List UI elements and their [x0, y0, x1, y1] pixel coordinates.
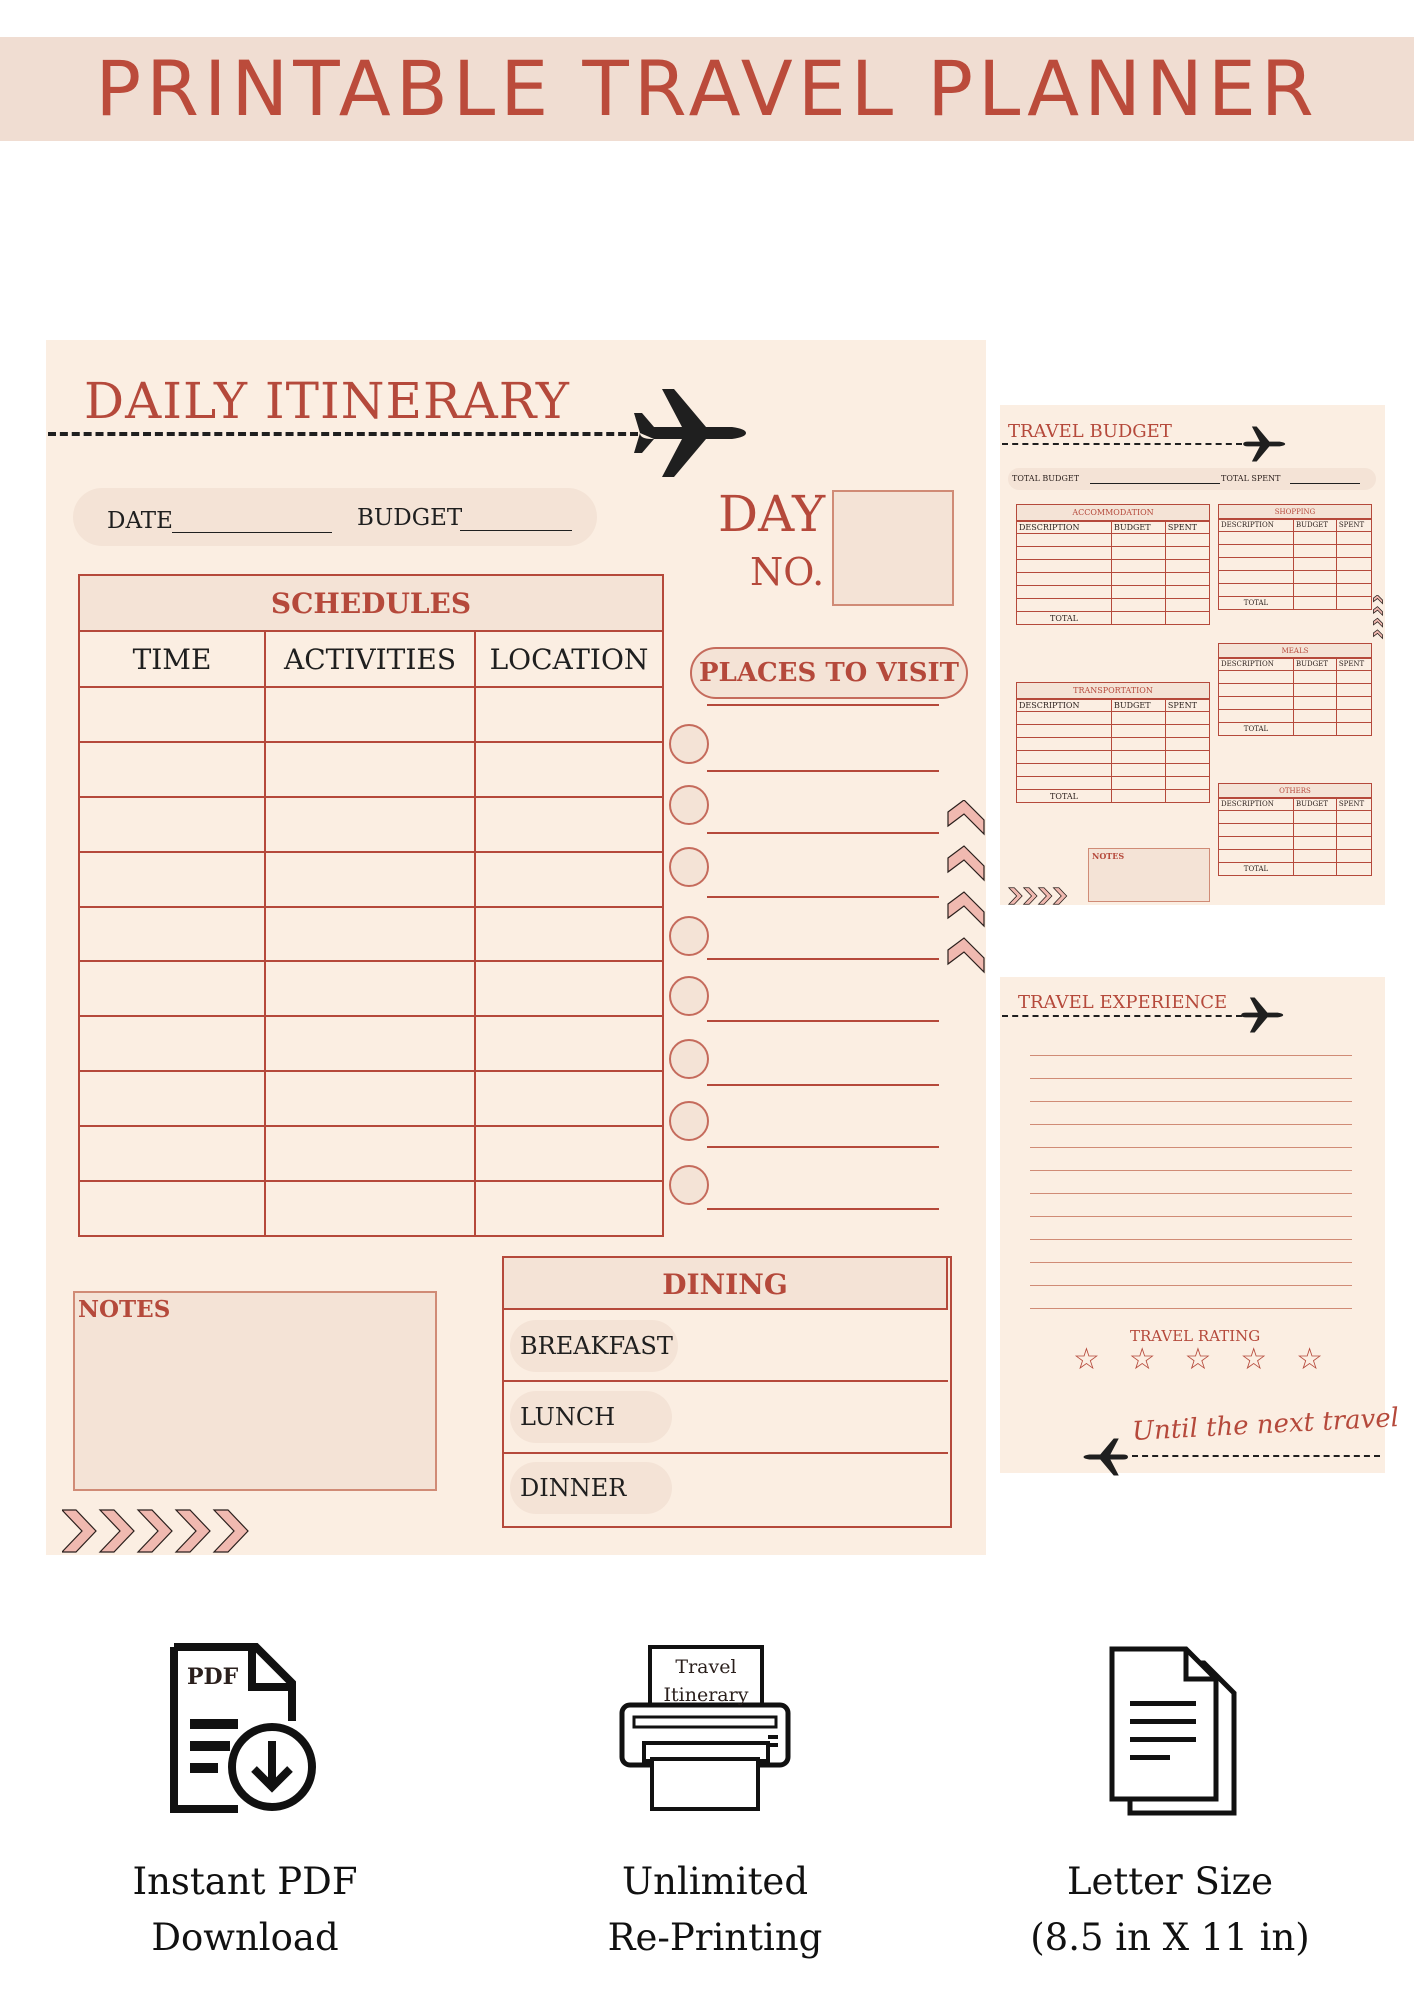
star-icon[interactable]: ☆ — [1296, 1342, 1323, 1377]
time-cell[interactable] — [79, 687, 265, 742]
place-checkbox[interactable] — [669, 1039, 709, 1079]
time-cell[interactable] — [79, 1071, 265, 1126]
total-budget-field[interactable] — [1090, 483, 1220, 484]
budget-header: BUDGET — [1294, 798, 1337, 811]
day-number-box[interactable] — [832, 490, 954, 606]
activity-cell[interactable] — [265, 1071, 475, 1126]
star-icon[interactable]: ☆ — [1073, 1342, 1100, 1377]
location-cell[interactable] — [475, 742, 663, 797]
place-line[interactable] — [707, 1084, 939, 1086]
lunch-label: LUNCH — [510, 1391, 672, 1443]
time-cell[interactable] — [79, 1016, 265, 1071]
chevron-decoration-icon — [946, 800, 986, 990]
feature-size-caption — [1010, 1854, 1330, 1966]
place-line[interactable] — [707, 832, 939, 834]
location-cell[interactable] — [475, 797, 663, 852]
experience-line[interactable] — [1030, 1216, 1352, 1217]
printer-paper-line: Travel — [675, 1656, 737, 1678]
total-spent-label: TOTAL SPENT — [1221, 474, 1281, 483]
column-header-location: LOCATION — [475, 631, 663, 687]
experience-line[interactable] — [1030, 1055, 1352, 1056]
experience-line[interactable] — [1030, 1101, 1352, 1102]
feature-line: Instant PDF — [132, 1860, 358, 1903]
time-cell[interactable] — [79, 907, 265, 962]
star-icon[interactable]: ☆ — [1184, 1342, 1212, 1377]
place-checkbox[interactable] — [669, 976, 709, 1016]
chevron-decoration-icon — [1370, 595, 1386, 643]
place-line[interactable] — [707, 1146, 939, 1148]
place-line[interactable] — [707, 958, 939, 960]
table-row — [79, 1071, 663, 1126]
notes-label: NOTES — [78, 1296, 171, 1323]
place-line[interactable] — [707, 1020, 939, 1022]
budget-header: BUDGET — [1112, 699, 1166, 712]
experience-line[interactable] — [1030, 1262, 1352, 1263]
total-spent-field[interactable] — [1290, 483, 1360, 484]
star-icon[interactable]: ☆ — [1128, 1342, 1156, 1377]
place-checkbox[interactable] — [669, 1101, 709, 1141]
column-header-time: TIME — [79, 631, 265, 687]
document-icon — [1108, 1645, 1242, 1817]
place-line — [707, 704, 939, 706]
table-row — [79, 1181, 663, 1236]
chevron-decoration-icon — [1006, 887, 1086, 905]
itinerary-title: DAILY ITINERARY — [84, 372, 570, 430]
location-cell[interactable] — [475, 1016, 663, 1071]
dashed-flight-path — [1132, 1455, 1380, 1457]
accommodation-table — [1016, 520, 1210, 625]
dining-caption: DINING — [502, 1256, 948, 1310]
location-cell[interactable] — [475, 1071, 663, 1126]
day-label: DAY — [718, 485, 826, 543]
experience-line[interactable] — [1030, 1170, 1352, 1171]
star-icon[interactable]: ☆ — [1240, 1342, 1268, 1377]
feature-line: (8.5 in X 11 in) — [1030, 1916, 1310, 1959]
travel-rating-label: TRAVEL RATING — [1130, 1327, 1261, 1345]
schedules-caption: SCHEDULES — [79, 575, 663, 631]
description-header: DESCRIPTION — [1017, 699, 1112, 712]
activity-cell[interactable] — [265, 852, 475, 907]
spent-header: SPENT — [1165, 521, 1209, 534]
dining-row-divider — [502, 1380, 948, 1382]
budget-label: BUDGET — [357, 505, 463, 531]
experience-page-title: TRAVEL EXPERIENCE — [1018, 992, 1228, 1013]
meals-table — [1218, 657, 1372, 736]
total-label: TOTAL — [1219, 863, 1294, 876]
place-line[interactable] — [707, 1208, 939, 1210]
date-label: DATE — [107, 508, 173, 534]
spent-header: SPENT — [1336, 798, 1371, 811]
place-checkbox[interactable] — [669, 1165, 709, 1205]
activity-cell[interactable] — [265, 797, 475, 852]
printer-paper-text — [660, 1653, 752, 1709]
experience-line[interactable] — [1030, 1285, 1352, 1286]
activity-cell[interactable] — [265, 742, 475, 797]
table-row — [79, 1126, 663, 1181]
feature-line: Re-Printing — [607, 1916, 823, 1959]
breakfast-label: BREAKFAST — [510, 1320, 678, 1372]
table-row — [79, 1016, 663, 1071]
table-row — [79, 852, 663, 907]
feature-pdf-caption — [90, 1854, 400, 1966]
time-cell[interactable] — [79, 852, 265, 907]
total-label: TOTAL — [1017, 790, 1112, 803]
dining-row-divider — [502, 1452, 948, 1454]
description-header: DESCRIPTION — [1219, 798, 1294, 811]
table-row — [79, 687, 663, 742]
places-to-visit-label: PLACES TO VISIT — [690, 647, 968, 699]
column-header-activities: ACTIVITIES — [265, 631, 475, 687]
budget-header: BUDGET — [1294, 658, 1337, 671]
dinner-label: DINNER — [510, 1462, 672, 1514]
location-cell[interactable] — [475, 1181, 663, 1236]
table-row — [79, 742, 663, 797]
printer-paper-line: Itinerary — [663, 1684, 749, 1706]
others-table — [1218, 797, 1372, 876]
experience-line[interactable] — [1030, 1193, 1352, 1194]
place-checkbox[interactable] — [669, 724, 709, 764]
place-line[interactable] — [707, 896, 939, 898]
table-row — [79, 907, 663, 962]
airplane-icon — [1082, 1436, 1132, 1478]
chevron-decoration-icon — [62, 1508, 252, 1554]
place-line[interactable] — [707, 770, 939, 772]
budget-field[interactable] — [460, 530, 572, 531]
experience-line[interactable] — [1030, 1147, 1352, 1148]
description-header: DESCRIPTION — [1219, 658, 1294, 671]
accommodation-caption: ACCOMMODATION — [1016, 504, 1210, 522]
place-checkbox[interactable] — [669, 916, 709, 956]
date-field[interactable] — [172, 532, 332, 533]
table-row — [79, 797, 663, 852]
airplane-icon — [1238, 995, 1284, 1035]
airplane-icon — [1240, 424, 1286, 464]
budget-header: BUDGET — [1112, 521, 1166, 534]
budget-header: BUDGET — [1294, 519, 1337, 532]
spent-header: SPENT — [1165, 699, 1209, 712]
budget-page-title: TRAVEL BUDGET — [1008, 421, 1172, 442]
feature-line: Unlimited — [621, 1860, 809, 1903]
transportation-table — [1016, 698, 1210, 803]
spent-header: SPENT — [1336, 519, 1371, 532]
dashed-flight-path — [1002, 1015, 1242, 1017]
table-row — [79, 961, 663, 1016]
activity-cell[interactable] — [265, 1181, 475, 1236]
activity-cell[interactable] — [265, 961, 475, 1016]
page-title: PRINTABLE TRAVEL PLANNER — [95, 44, 1319, 133]
location-cell[interactable] — [475, 907, 663, 962]
day-no-label: NO. — [750, 550, 825, 594]
feature-line: Download — [151, 1916, 339, 1959]
description-header: DESCRIPTION — [1017, 521, 1112, 534]
budget-notes-label: NOTES — [1092, 851, 1125, 861]
location-cell[interactable] — [475, 1126, 663, 1181]
activity-cell[interactable] — [265, 1016, 475, 1071]
experience-line[interactable] — [1030, 1239, 1352, 1240]
activity-cell[interactable] — [265, 687, 475, 742]
experience-line[interactable] — [1030, 1124, 1352, 1125]
total-label: TOTAL — [1219, 723, 1294, 736]
total-label: TOTAL — [1219, 597, 1294, 610]
spent-header: SPENT — [1336, 658, 1371, 671]
shopping-caption: SHOPPING — [1218, 504, 1372, 520]
time-cell[interactable] — [79, 1126, 265, 1181]
time-cell[interactable] — [79, 742, 265, 797]
airplane-icon — [632, 383, 748, 483]
total-budget-label: TOTAL BUDGET — [1012, 474, 1080, 483]
time-cell[interactable] — [79, 961, 265, 1016]
activity-cell[interactable] — [265, 907, 475, 962]
feature-print-caption — [555, 1854, 875, 1966]
total-label: TOTAL — [1017, 612, 1112, 625]
time-cell[interactable] — [79, 797, 265, 852]
place-checkbox[interactable] — [669, 847, 709, 887]
dashed-flight-path — [1002, 443, 1242, 445]
schedules-table — [78, 574, 664, 1237]
others-caption: OTHERS — [1218, 783, 1372, 799]
location-cell[interactable] — [475, 852, 663, 907]
feature-line: Letter Size — [1066, 1860, 1274, 1903]
activity-cell[interactable] — [265, 1126, 475, 1181]
place-checkbox[interactable] — [669, 785, 709, 825]
meals-caption: MEALS — [1218, 643, 1372, 659]
rating-stars — [1073, 1342, 1323, 1377]
transportation-caption: TRANSPORTATION — [1016, 682, 1210, 700]
location-cell[interactable] — [475, 687, 663, 742]
travel-experience-preview — [1000, 977, 1385, 1473]
dashed-flight-path — [48, 432, 638, 436]
shopping-table — [1218, 518, 1372, 610]
description-header: DESCRIPTION — [1219, 519, 1294, 532]
time-cell[interactable] — [79, 1181, 265, 1236]
signature-text: Until the next travel — [1131, 1403, 1400, 1447]
pdf-icon-text: PDF — [187, 1664, 239, 1690]
experience-line[interactable] — [1030, 1308, 1352, 1309]
experience-line[interactable] — [1030, 1078, 1352, 1079]
location-cell[interactable] — [475, 961, 663, 1016]
